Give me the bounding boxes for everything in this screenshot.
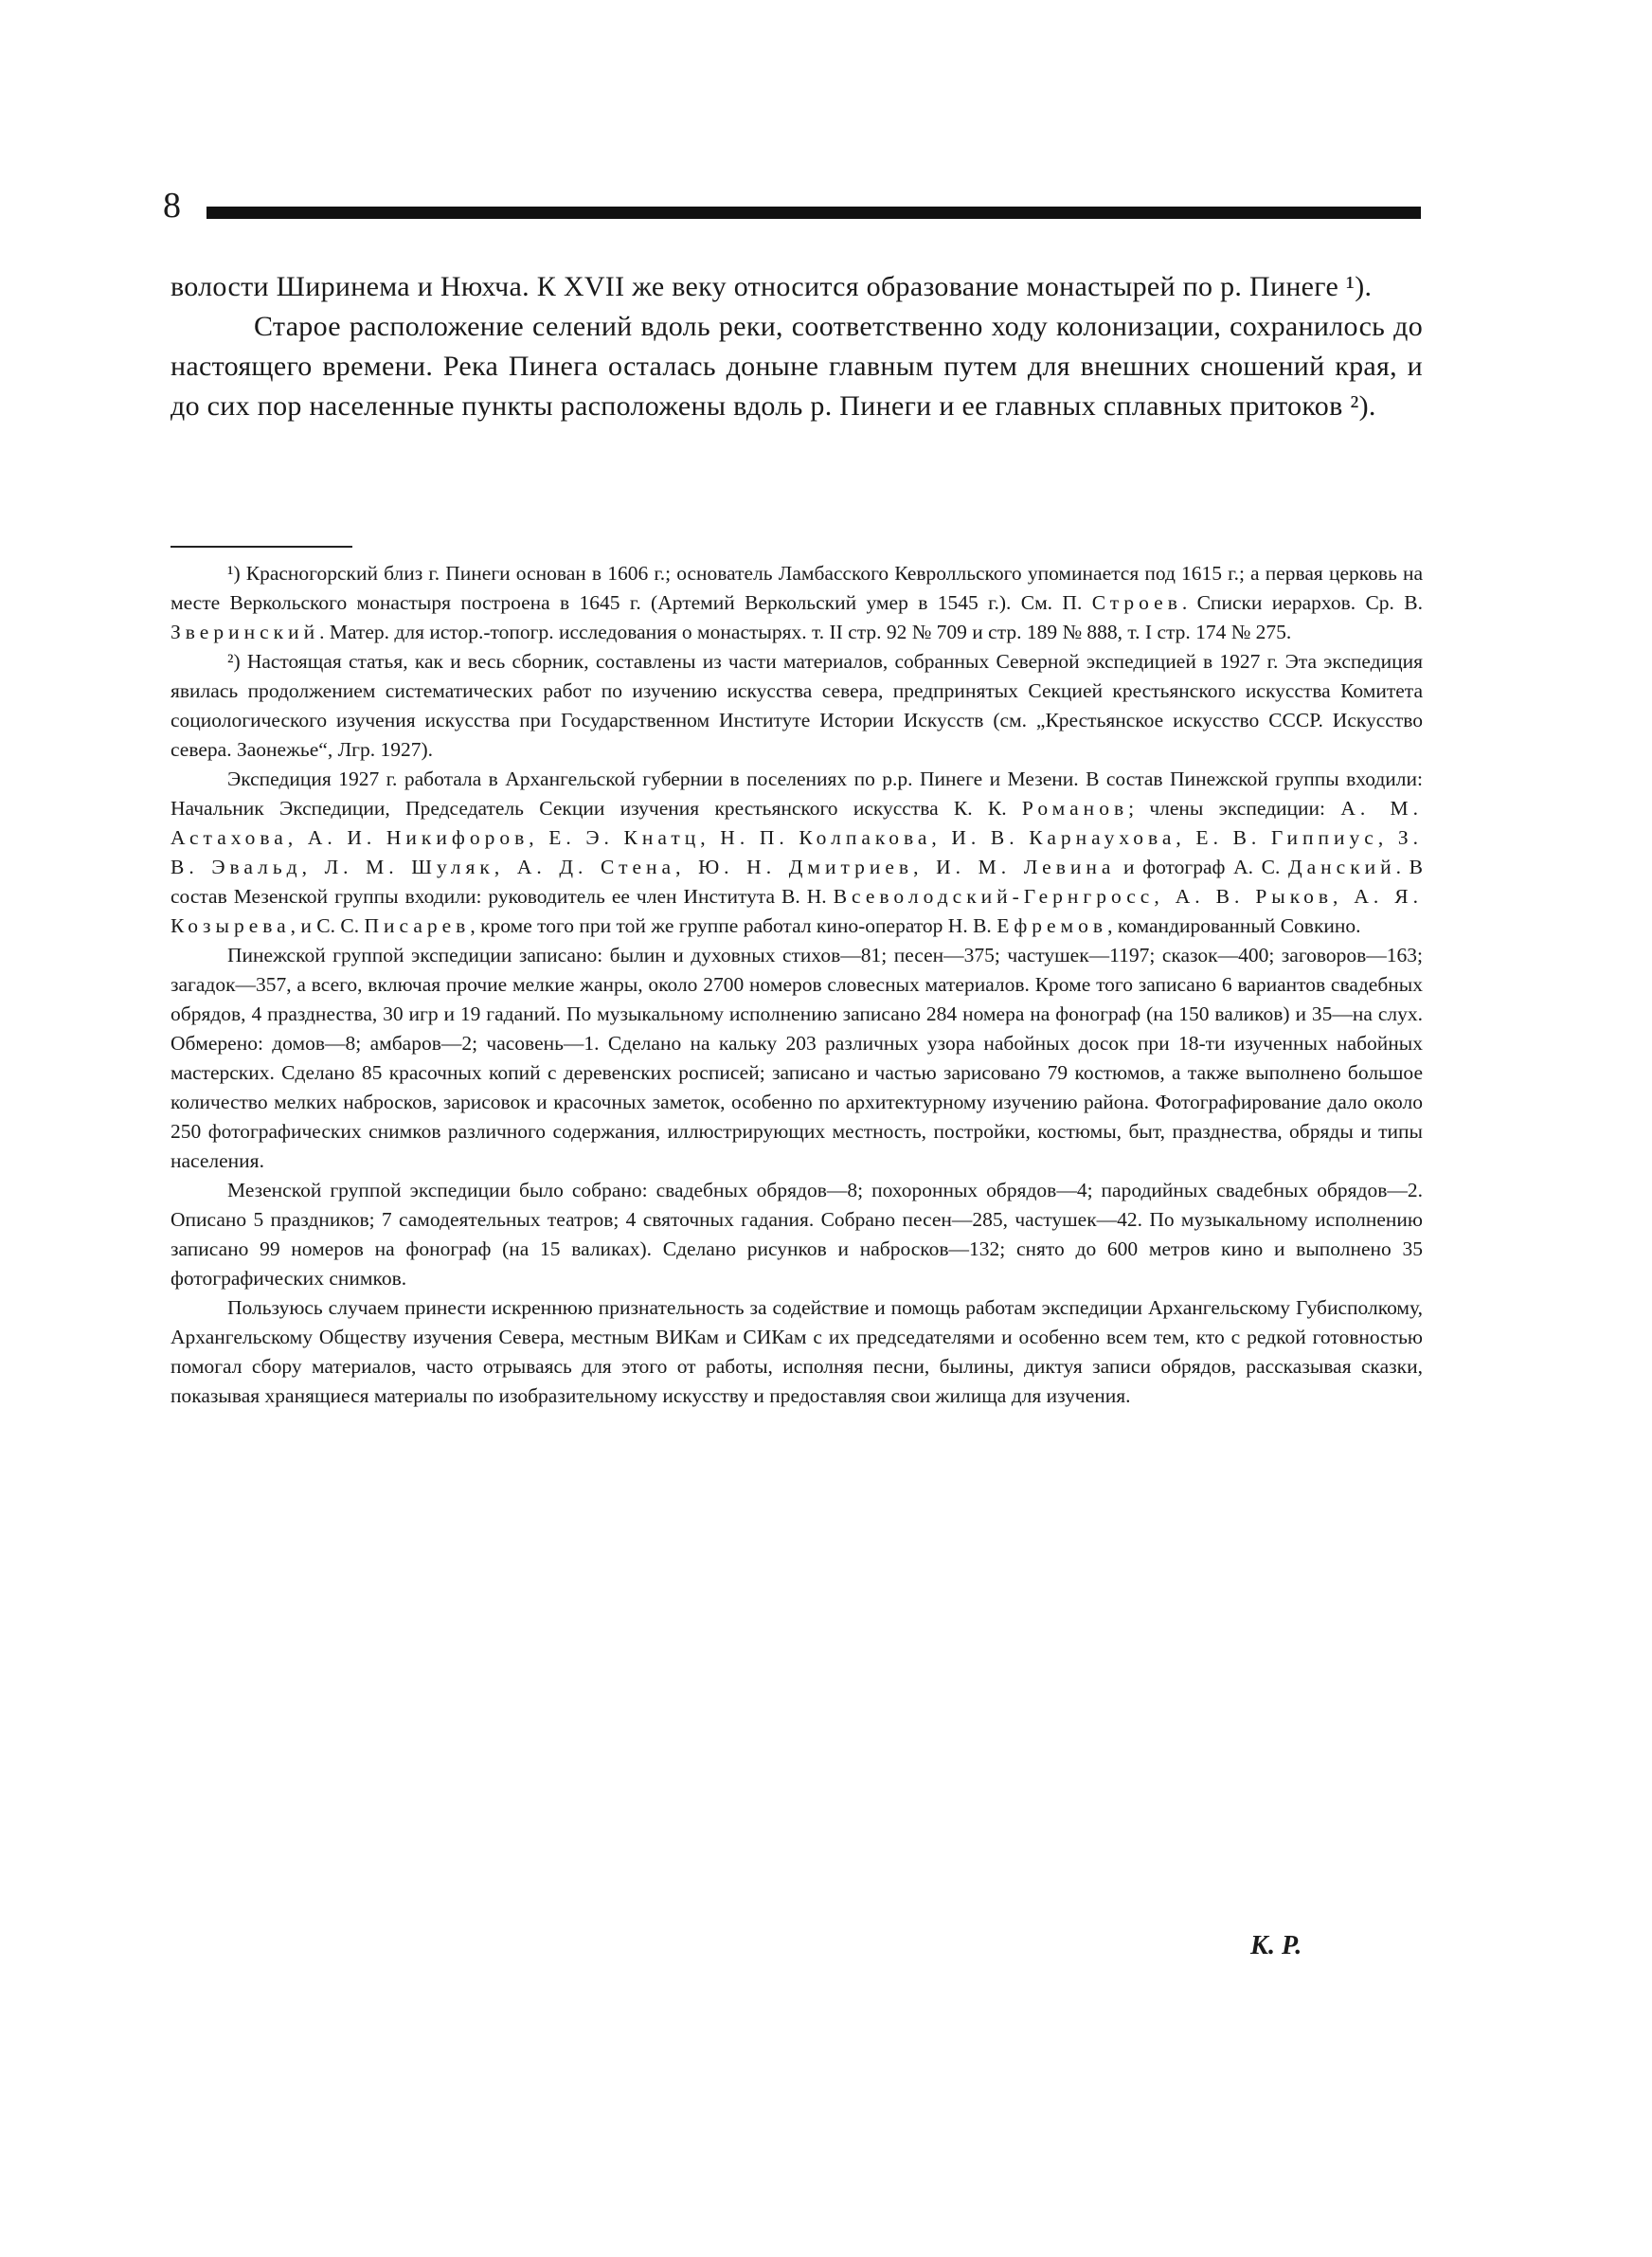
- footnote-1-author-zverinsky: Зверинский: [171, 621, 320, 643]
- expedition-n6: Ефремов: [997, 914, 1108, 937]
- footnote-1-end: . Матер. для истор.-топогр. исследования о монастырях. т. II стр. 92 № 709 и стр. 189 № 888, т. I стр. 174 № 275.: [319, 621, 1292, 643]
- body-paragraph-1: волости Ширинема и Нюхча. К XVII же веку относится образование монастырей по р. Пинеге ¹).: [171, 271, 1373, 302]
- body-paragraph-2: Старое расположение селений вдоль реки, соответственно ходу колонизации, сохранилось до настоящего времени. Река Пинега осталась доныне главным путем для внешних сношений края, и до сих пор населенные пункты расположены вдоль р. Пинеги и ее главных сплавных притоков ²).: [171, 311, 1423, 422]
- signature: К. Р.: [1250, 1931, 1302, 1960]
- expedition-t4: . В состав Мезенской группы входили: руководитель ее член Института В. Н.: [171, 856, 1424, 908]
- expedition-n4: Всеволодский-Гернгросс, А. В. Рыков, А. Я. Козырева: [171, 885, 1424, 937]
- expedition-paragraph: [171, 765, 1423, 941]
- pinega-results-paragraph: Пинежской группой экспедиции записано: былин и духовных стихов—81; песен—375; частушек—1197; сказок—400; заговоров—163; загадок—357, а всего, включая прочие мелкие жанры, около 2700 номеров словесных материалов. Кроме того записано 6 вариантов свадебных обрядов, 4 празднества, 30 игр и 19 гаданий. По музыкальному исполнению записано 284 номера на фонограф (на 150 валиков) и 35—на слух. Обмерено: домов—8; амбаров—2; часовень—1. Сделано на кальку 203 различных узора набойных досок при 18-ти изученных набойных мастерских. Сделано 85 красочных копий с деревенских росписей; записано и частью зарисовано 79 костюмов, а также выполнено большое количество мелких набросков, зарисовок и красочных заметок, особенно по архитектурному изучению района. Фотографирование дало около 250 фотографических снимков различного содержания, иллюстрирующих местность, постройки, костюмы, быт, празднества, обряды и типы населения.: [171, 944, 1423, 1172]
- expedition-t7: , командированный Совкино.: [1107, 914, 1361, 937]
- expedition-n2: А. М. Астахова, А. И. Никифоров, Е. Э. Кнатц, Н. П. Колпакова, И. В. Карнаухова, Е. В. Гиппиус, З. В. Эвальд, Л. М. Шуляк, А. Д. Стена, Ю. Н. Дмитриев, И. М. Левина: [171, 797, 1423, 878]
- expedition-n1: Романов: [1021, 797, 1129, 820]
- footnote-1-mid: . Списки иерархов. Ср. В.: [1181, 591, 1424, 614]
- expedition-n5: Писарев: [364, 914, 471, 937]
- footnotes: [171, 559, 1423, 1411]
- footnote-2: ²) Настоящая статья, как и весь сборник, составлены из части материалов, собранных Северной экспедицией в 1927 г. Эта экспедиция явилась продолжением систематических работ по изучению искусства севера, предпринятых Секцией крестьянского искусства Комитета социологического изучения искусства при Государственном Институте Истории Искусств (см. „Крестьянское искусство СССР. Искусство севера. Заонежье“, Лгр. 1927).: [171, 650, 1423, 761]
- header-rule: [206, 207, 1421, 219]
- gratitude-paragraph: Пользуюсь случаем принести искреннюю признательность за содействие и помощь работам экспедиции Архангельскому Губисполкому, Архангельскому Обществу изучения Севера, местным ВИКам и СИКам с их председателями и особенно всем тем, кто с редкой готовностью помогал сбору материалов, часто отрываясь для этого от работы, исполняя песни, былины, диктуя записи обрядов, рассказывая сказки, показывая хранящиеся материалы по изобразительному искусству и предоставляя свои жилища для изучения.: [171, 1296, 1423, 1407]
- footnote-1-author-stroev: Строев: [1091, 591, 1182, 614]
- expedition-t5: , и С. С.: [290, 914, 365, 937]
- footnote-divider: [171, 546, 352, 548]
- expedition-t1: Экспедиция 1927 г. работала в Архангельской губернии в поселениях по р.р. Пинеге и Мезени. В состав Пинежской группы входили: Начальник Экспедиции, Председатель Секции изучения крестьянского искусства К. К.: [171, 767, 1423, 820]
- expedition-t3: и фотограф А. С.: [1115, 856, 1288, 878]
- footnote-1: [171, 559, 1423, 647]
- mezen-results-paragraph: Мезенской группой экспедиции было собрано: свадебных обрядов—8; похоронных обрядов—4; пародийных свадебных обрядов—2. Описано 5 праздников; 7 самодеятельных театров; 4 святочных гадания. Собрано песен—285, частушек—42. По музыкальному исполнению записано 99 номеров на фонограф (на 15 валиках). Сделано рисунков и набросков—132; снято до 600 метров кино и выполнено 35 фотографических снимков.: [171, 1179, 1423, 1290]
- expedition-t2: ; члены экспедиции:: [1128, 797, 1341, 820]
- footnote-1-text: ¹) Красногорский близ г. Пинеги основан в 1606 г.; основатель Ламбасского Кевролльского упоминается под 1615 г.; а первая церковь на месте Веркольского монастыря построена в 1645 г. (Артемий Веркольский умер в 1545 г.). См. П.: [171, 562, 1423, 614]
- expedition-t6: , кроме того при той же группе работал кино-оператор Н. В.: [470, 914, 997, 937]
- page-number: 8: [163, 186, 181, 226]
- main-text: [171, 267, 1423, 426]
- expedition-n3: Данский: [1287, 856, 1396, 878]
